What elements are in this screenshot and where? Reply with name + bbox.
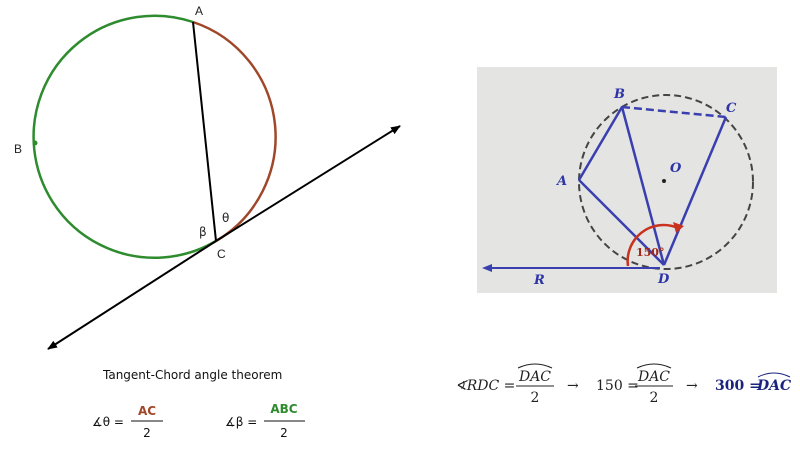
eq-part3-lhs: 300 = xyxy=(715,378,761,394)
eq-part3-arc-mark xyxy=(758,373,790,377)
eq-part1-den: 2 xyxy=(530,390,540,406)
formula-beta xyxy=(225,402,305,440)
formula-beta-angle: ∡β = xyxy=(225,415,258,429)
tangent-line-lower xyxy=(48,241,216,349)
eq-part3-rhs: DAC xyxy=(757,378,792,394)
eq-arrow-1: → xyxy=(567,378,579,394)
eq-part1-arc-mark xyxy=(518,364,552,368)
eq-part2-den: 2 xyxy=(649,390,659,406)
tangent-chord-diagram xyxy=(14,4,400,349)
formula-beta-denominator: 2 xyxy=(280,426,288,440)
photo-center-dot xyxy=(662,179,666,183)
theorem-caption: Tangent-Chord angle theorem xyxy=(103,368,283,382)
label-point-a: A xyxy=(195,4,204,18)
photo-label-o: O xyxy=(670,161,682,176)
eq-part2-lhs: 150 = xyxy=(596,378,639,394)
label-point-c: C xyxy=(217,247,226,261)
photo-label-r: R xyxy=(534,273,545,288)
photo-label-c: C xyxy=(726,101,737,116)
chord-ac xyxy=(193,22,216,241)
eq-arrow-2: → xyxy=(686,378,698,394)
eq-part2-arc-mark xyxy=(637,364,671,368)
photo-label-b: B xyxy=(614,87,625,102)
photo-label-a: A xyxy=(557,174,568,189)
formula-beta-numerator: ABC xyxy=(270,402,298,416)
photo-diagram xyxy=(477,67,777,293)
major-arc-abc xyxy=(34,16,216,258)
eq-part1-lhs: ∢RDC = xyxy=(455,378,516,394)
formula-theta-angle: ∡θ = xyxy=(92,415,124,429)
arc-equation xyxy=(455,364,791,406)
tangent-line xyxy=(216,126,400,241)
label-beta: β xyxy=(199,225,207,239)
photo-angle-label: 150° xyxy=(636,246,665,259)
photo-label-d: D xyxy=(658,272,670,287)
formula-theta-numerator: AC xyxy=(137,404,157,418)
eq-part2-num: DAC xyxy=(637,369,671,385)
formula-theta-denominator: 2 xyxy=(143,426,151,440)
label-point-b: B xyxy=(14,142,23,156)
point-b-dot xyxy=(33,141,38,146)
eq-part1-num: DAC xyxy=(518,369,552,385)
label-theta: θ xyxy=(222,211,230,225)
formula-theta xyxy=(92,404,163,440)
